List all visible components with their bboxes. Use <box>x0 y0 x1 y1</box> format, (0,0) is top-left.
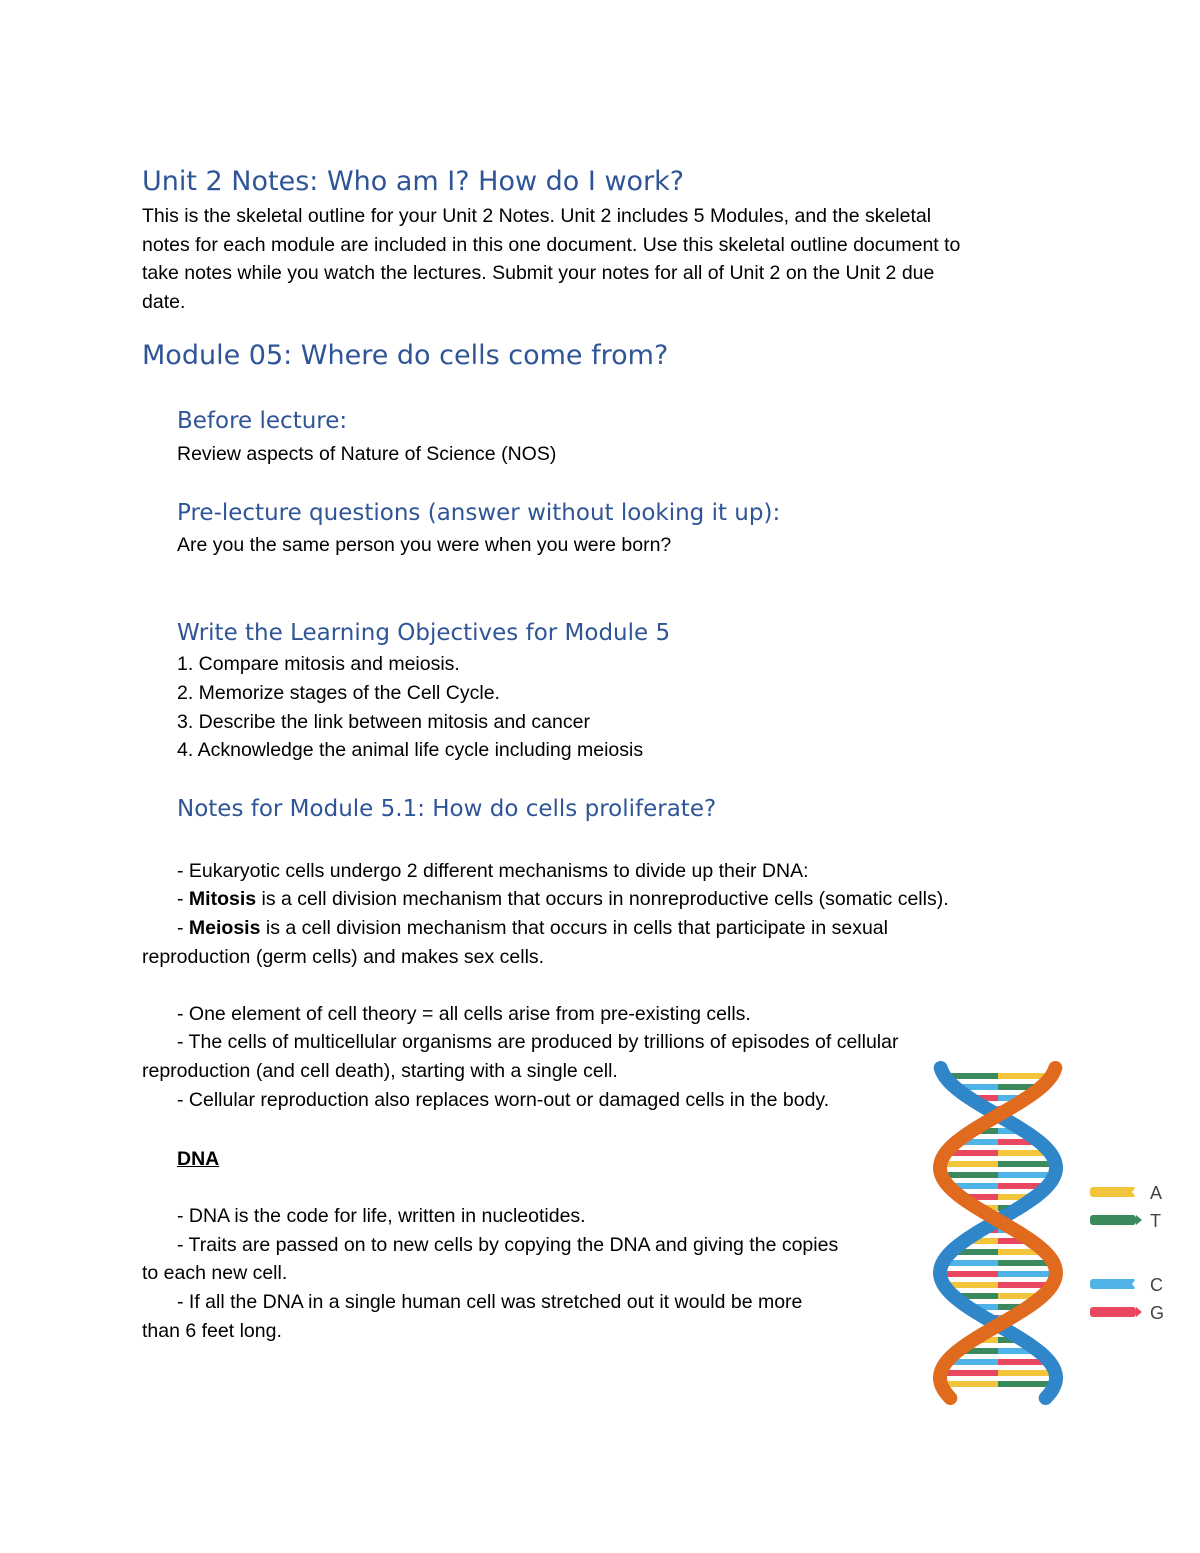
dna-line-continuation: to each new cell. <box>142 1262 288 1284</box>
objective-item: 3. Describe the link between mitosis and cancer <box>177 711 590 733</box>
dna-heading: DNA <box>177 1148 220 1170</box>
meiosis-term: Meiosis <box>188 917 261 939</box>
legend-label-a: A <box>1150 1183 1163 1203</box>
objectives-heading: Write the Learning Objectives for Module 5 <box>177 620 671 646</box>
intro-line-2: notes for each module are included in this one document. Use this skeletal outline document to <box>142 234 961 256</box>
mitosis-line <box>177 888 949 911</box>
legend-label-t: T <box>1150 1211 1161 1231</box>
objective-item: 2. Memorize stages of the Cell Cycle. <box>177 682 500 704</box>
pre-lecture-heading: Pre-lecture questions (answer without looking it up): <box>177 500 781 526</box>
dna-line-continuation: than 6 feet long. <box>142 1320 282 1342</box>
legend-swatch-c <box>1090 1279 1136 1289</box>
meiosis-dash: - <box>177 917 189 939</box>
intro-line-3: take notes while you watch the lectures. Submit your notes for all of Unit 2 on the Unit 2 due <box>142 262 935 284</box>
dna-legend <box>1090 1183 1164 1323</box>
intro-line-1: This is the skeletal outline for your Unit 2 Notes. Unit 2 includes 5 Modules, and the skeletal <box>142 205 932 227</box>
dna-line: - If all the DNA in a single human cell was stretched out it would be more <box>177 1291 803 1313</box>
notes-line: - Cellular reproduction also replaces worn-out or damaged cells in the body. <box>177 1089 830 1111</box>
notes-line: - One element of cell theory = all cells arise from pre-existing cells. <box>177 1003 751 1025</box>
module-title: Module 05: Where do cells come from? <box>142 340 669 371</box>
meiosis-description: is a cell division mechanism that occurs in cells that participate in sexual <box>260 917 888 939</box>
dna-helix-illustration <box>920 1060 1180 1410</box>
notes-line: - Eukaryotic cells undergo 2 different mechanisms to divide up their DNA: <box>177 860 809 882</box>
pre-lecture-text: Are you the same person you were when you were born? <box>177 534 672 556</box>
meiosis-continuation: reproduction (germ cells) and makes sex cells. <box>142 946 545 968</box>
before-lecture-text: Review aspects of Nature of Science (NOS) <box>177 443 557 465</box>
notes-line: - The cells of multicellular organisms are produced by trillions of episodes of cellular <box>177 1031 899 1053</box>
before-lecture-heading: Before lecture: <box>177 408 348 434</box>
notes-5-1-heading: Notes for Module 5.1: How do cells proliferate? <box>177 796 717 822</box>
intro-line-4: date. <box>142 291 186 313</box>
legend-arrow-t <box>1136 1215 1142 1225</box>
notes-line-continuation: reproduction (and cell death), starting with a single cell. <box>142 1060 618 1082</box>
legend-label-g: G <box>1150 1303 1165 1323</box>
legend-swatch-t <box>1090 1215 1136 1225</box>
objective-item: 1. Compare mitosis and meiosis. <box>177 653 460 675</box>
legend-swatch-a <box>1090 1187 1136 1197</box>
legend-label-c: C <box>1150 1275 1163 1295</box>
dna-line: - DNA is the code for life, written in nucleotides. <box>177 1205 586 1227</box>
legend-swatch-g <box>1090 1307 1136 1317</box>
mitosis-description: is a cell division mechanism that occurs in nonreproductive cells (somatic cells). <box>256 888 949 910</box>
meiosis-line <box>177 917 888 940</box>
mitosis-dash: - <box>177 888 189 910</box>
objective-item: 4. Acknowledge the animal life cycle including meiosis <box>177 739 644 761</box>
document-title: Unit 2 Notes: Who am I? How do I work? <box>142 166 685 197</box>
legend-arrow-g <box>1136 1307 1142 1317</box>
mitosis-term: Mitosis <box>188 888 257 910</box>
dna-line: - Traits are passed on to new cells by copying the DNA and giving the copies <box>177 1234 839 1256</box>
